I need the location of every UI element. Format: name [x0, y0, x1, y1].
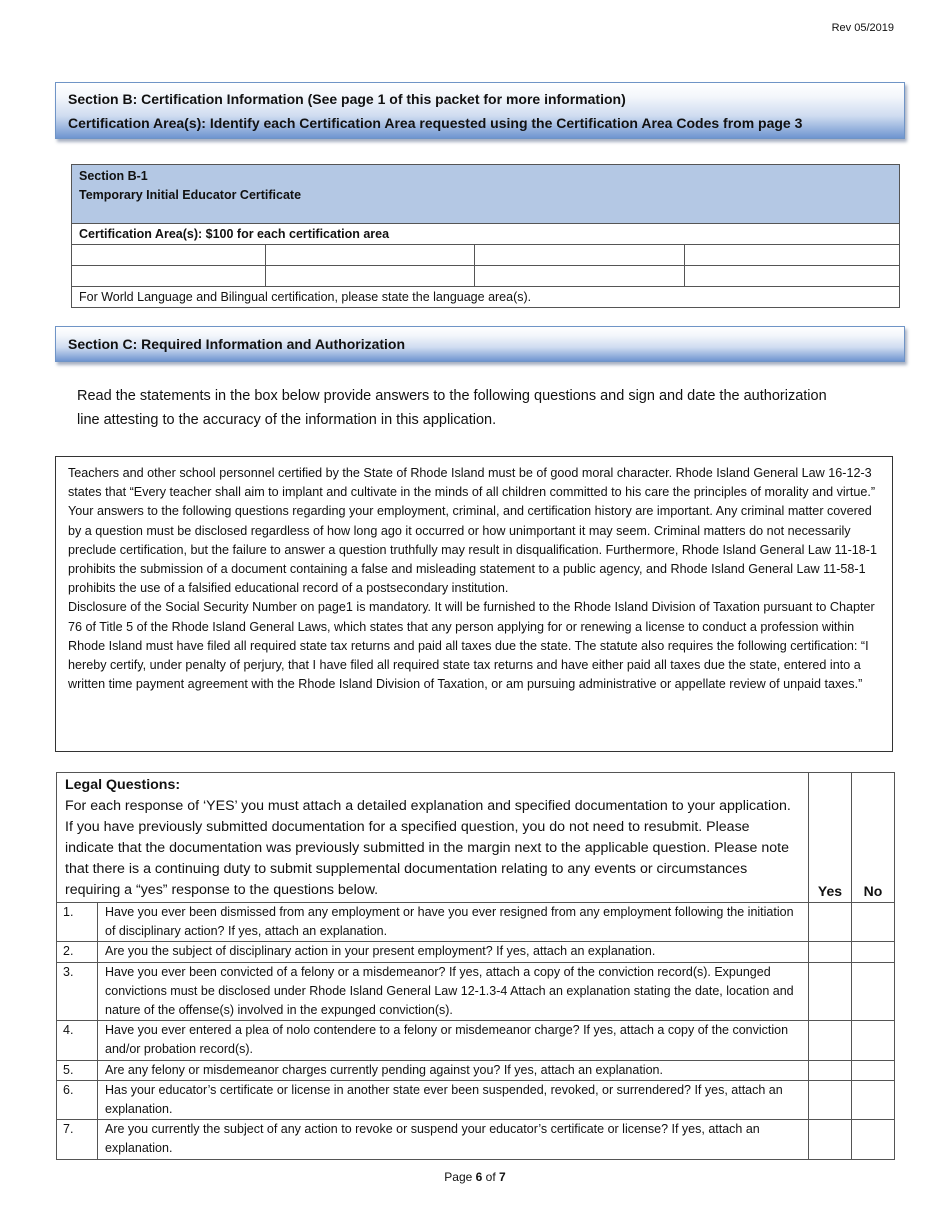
yes-column-header: Yes — [809, 773, 852, 903]
section-b1-subtitle: Temporary Initial Educator Certificate — [79, 188, 302, 202]
no-answer-cell[interactable] — [852, 942, 895, 962]
certification-area-field[interactable] — [475, 266, 685, 287]
question-row — [57, 962, 895, 1021]
certification-area-label: Certification Area(s): $100 for each certification area — [72, 224, 900, 245]
certification-area-field[interactable] — [72, 266, 266, 287]
yes-answer-cell[interactable] — [809, 1120, 852, 1159]
language-area-field[interactable]: For World Language and Bilingual certification, please state the language area(s). — [72, 287, 900, 308]
question-row — [57, 942, 895, 962]
revision-date: Rev 05/2019 — [831, 22, 894, 34]
question-number: 6. — [57, 1080, 98, 1119]
legal-questions-header — [57, 773, 809, 903]
no-answer-cell[interactable] — [852, 1120, 895, 1159]
question-number: 7. — [57, 1120, 98, 1159]
no-answer-cell[interactable] — [852, 1060, 895, 1080]
no-answer-cell[interactable] — [852, 903, 895, 942]
statement-paragraph-2: Disclosure of the Social Security Number on page1 is mandatory. It will be furnished to the Rhode Island Division of Taxation pursuant to Chapter 76 of Title 5 of the Rhode Island General Laws, which states that any person applying for or renewing a license to conduct a profession within Rhode Island must have filed all required state tax returns and paid all taxes due the state. The statute also requires the following certification: “I hereby certify, under penalty of perjury, that I have filed all required state tax returns and have either paid all taxes due the state, entered into a written time payment agreement with the Rhode Island Division of Taxation, or am pursuing administrative or appellate review of unpaid taxes.” — [68, 600, 875, 692]
no-answer-cell[interactable] — [852, 1080, 895, 1119]
question-text: Have you ever been convicted of a felony or a misdemeanor? If yes, attach a copy of the conviction record(s). Expunged convictions must be disclosed under Rhode Island General Law 12-1.3-4 Attach an explanation stating the date, location and nature of the offense(s) involved in the expunged conviction(s). — [98, 962, 809, 1021]
question-text: Are you the subject of disciplinary action in your present employment? If yes, attach an explanation. — [98, 942, 809, 962]
statement-box — [55, 456, 893, 752]
no-answer-cell[interactable] — [852, 962, 895, 1021]
section-b1-title: Section B-1 — [79, 169, 148, 183]
question-row — [57, 1120, 895, 1159]
question-number: 2. — [57, 942, 98, 962]
yes-answer-cell[interactable] — [809, 903, 852, 942]
yes-answer-cell[interactable] — [809, 1021, 852, 1060]
page-prefix: Page — [444, 1170, 476, 1184]
no-column-header: No — [852, 773, 895, 903]
question-row — [57, 1060, 895, 1080]
yes-answer-cell[interactable] — [809, 1060, 852, 1080]
certification-area-field[interactable] — [266, 266, 475, 287]
question-text: Have you ever been dismissed from any employment or have you ever resigned from any employment following the initiation of disciplinary action? If yes, attach an explanation. — [98, 903, 809, 942]
question-row — [57, 903, 895, 942]
certification-area-field[interactable] — [72, 245, 266, 266]
yes-answer-cell[interactable] — [809, 962, 852, 1021]
legal-questions-table — [56, 772, 895, 1160]
question-number: 1. — [57, 903, 98, 942]
legal-questions-heading: Legal Questions: — [65, 777, 181, 793]
section-c-banner — [55, 326, 905, 362]
section-c-intro: Read the statements in the box below provide answers to the following questions and sign and date the authorization line attesting to the accuracy of the information in this application. — [77, 388, 827, 428]
question-number: 3. — [57, 962, 98, 1021]
question-text: Has your educator’s certificate or license in another state ever been suspended, revoked, or surrendered? If yes, attach an explanation. — [98, 1080, 809, 1119]
section-b1-header — [72, 165, 900, 224]
yes-answer-cell[interactable] — [809, 942, 852, 962]
section-b-banner — [55, 82, 905, 139]
question-row — [57, 1021, 895, 1060]
section-b1-table — [71, 164, 900, 308]
question-number: 4. — [57, 1021, 98, 1060]
legal-questions-instructions: For each response of ‘YES’ you must attach a detailed explanation and specified documentation to your application. If you have previously submitted documentation for a specified question, you do not need to resubmit. Please indicate that the documentation was previously submitted in the margin next to the applicable question. Please note that there is a continuing duty to submit supplemental documentation relating to any events or circumstances requiring a “yes” response to the questions below. — [65, 798, 791, 898]
page-middle: of — [482, 1170, 500, 1184]
certification-area-field[interactable] — [266, 245, 475, 266]
question-text: Are you currently the subject of any action to revoke or suspend your educator’s certificate or license? If yes, attach an explanation. — [98, 1120, 809, 1159]
certification-area-field[interactable] — [685, 245, 900, 266]
yes-answer-cell[interactable] — [809, 1080, 852, 1119]
section-c-title: Section C: Required Information and Authorization — [68, 336, 406, 352]
section-b-subtitle: Certification Area(s): Identify each Certification Area requested using the Certification Area Codes from page 3 — [68, 115, 803, 131]
section-b-title: Section B: Certification Information (See page 1 of this packet for more information) — [68, 91, 626, 107]
page-current: 6 — [475, 1170, 483, 1184]
certification-area-field[interactable] — [475, 245, 685, 266]
question-text: Have you ever entered a plea of nolo contendere to a felony or misdemeanor charge? If yes, attach a copy of the conviction and/or probation record(s). — [98, 1021, 809, 1060]
question-row — [57, 1080, 895, 1119]
page-footer — [0, 1170, 950, 1184]
question-number: 5. — [57, 1060, 98, 1080]
statement-paragraph-1: Teachers and other school personnel certified by the State of Rhode Island must be of good moral character. Rhode Island General Law 16-12-3 states that “Every teacher shall aim to implant and cultivate in the minds of all children committed to his care the principles of morality and virtue.” Your answers to the following questions regarding your employment, criminal, and certification history are important. Any criminal matter covered by a question must be disclosed regardless of how long ago it occurred or how unimportant it may seem. Criminal matters do not necessarily preclude certification, but the failure to answer a question truthfully may result in disqualification. Furthermore, Rhode Island General Law 11-18-1 prohibits the submission of a document containing a false and misleading statement to a public agency, and Rhode Island General Law 11-58-1 prohibits the use of a falsified educational record of a postsecondary institution. — [68, 466, 877, 596]
page-total: 7 — [499, 1170, 506, 1184]
question-text: Are any felony or misdemeanor charges currently pending against you? If yes, attach an explanation. — [98, 1060, 809, 1080]
certification-area-field[interactable] — [685, 266, 900, 287]
no-answer-cell[interactable] — [852, 1021, 895, 1060]
